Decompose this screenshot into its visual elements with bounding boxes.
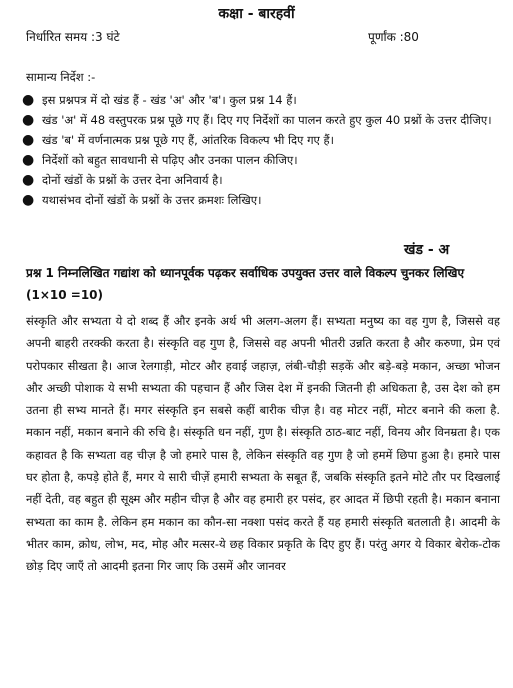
total-marks: पूर्णांक :80 <box>368 30 419 44</box>
instruction-item <box>20 170 500 190</box>
instruction-item <box>20 110 500 130</box>
instruction-text: दोनों खंडों के प्रश्नों के उत्तर देना अनिवार्य है। <box>42 173 223 187</box>
passage-text: संस्कृति और सभ्यता ये दो शब्द हैं और इनके अर्थ भी अलग-अलग हैं। सभ्यता मनुष्य का वह गुण है, जिससे वह अपनी बाहरी तरक्की करता है। संस्कृति वह गुण है, जिससे वह अपनी भीतरी उन्नति करता है और करुणा, प्रेम एवं परोपकार सीखता है। आज रेलगाड़ी, मोटर और हवाई जहाज़, लंबी-चौड़ी सड़कें और बड़े-बड़े मकान, अच्छा भोजन और अच्छी पोशाक ये सभी सभ्यता की पहचान हैं और जिस देश में इनकी जितनी ही अधिकता है, उस देश को हम उतना ही सभ्य मानते हैं। मगर संस्कृति इन सबसे कहीं बारीक चीज़ है। वह मोटर नहीं, मोटर बनाने की कला है. मकान नहीं, मकान बनाने की रुचि है। संस्कृति धन नहीं, गुण है। संस्कृति ठाठ-बाट नहीं, विनय और विनम्रता है। एक कहावत है कि सभ्यता वह चीज़ है जो हमारे पास है, लेकिन संस्कृति वह गुण है जो हममें छिपा हुआ है। हमारे पास घर होता है, कपड़े होते हैं, मगर ये सारी चीज़ें हमारी सभ्यता के सबूत हैं, जबकि संस्कृति इतने मोटे तौर पर दिखलाई नहीं देती, वह बहुत ही सूक्ष्म और महीन चीज़ है और वह हमारी हर पसंद, हर आदत में छिपी रहती है। मकान बनाना सभ्यता का काम है. लेकिन हम मकान का कौन-सा नक्शा पसंद करते हैं यह हमारी संस्कृति बतलाती है। आदमी के भीतर काम, क्रोध, लोभ, मद, मोह और मत्सर-ये छह विकार प्रकृति के दिए हुए हैं। परंतु अगर ये विकार बेरोक-टोक छोड़ दिए जाएँ तो आदमी इतना गिर जाए कि उसमें और जानवर <box>26 314 500 574</box>
time-allowed: निर्धारित समय :3 घंटे <box>26 30 120 44</box>
section-heading: खंड - अ <box>404 242 450 258</box>
instruction-item <box>20 90 500 110</box>
instructions-list <box>20 90 500 210</box>
instruction-text: खंड 'ब' में वर्णनात्मक प्रश्न पूछे गए हैं, आंतरिक विकल्प भी दिए गए हैं। <box>42 133 335 147</box>
instructions-heading: सामान्य निर्देश :- <box>26 70 96 84</box>
instruction-text: खंड 'अ' में 48 वस्तुपरक प्रश्न पूछे गए हैं। दिए गए निर्देशों का पालन करते हुए कुल 40 प्रश्नों के उत्तर दीजिए। <box>42 113 492 127</box>
instruction-item <box>20 130 500 150</box>
instruction-item <box>20 190 500 210</box>
page-title: कक्षा - बारहवीं <box>218 6 295 22</box>
bullet-icon: ● <box>22 92 35 108</box>
instruction-text: यथासंभव दोनों खंडों के प्रश्नों के उत्तर क्रमशः लिखिए। <box>42 193 262 207</box>
instruction-item <box>20 150 500 170</box>
bullet-icon: ● <box>22 152 35 168</box>
bullet-icon: ● <box>22 112 35 128</box>
instruction-text: निर्देशों को बहुत सावधानी से पढ़िए और उनका पालन कीजिए। <box>42 153 298 167</box>
question-heading: प्रश्न 1 निम्नलिखित गद्यांश को ध्यानपूर्वक पढ़कर सर्वाधिक उपयुक्त उत्तर वाले विकल्प चुनकर लिखिए (1×10 =10) <box>26 266 465 302</box>
bullet-icon: ● <box>22 132 35 148</box>
bullet-icon: ● <box>22 192 35 208</box>
instruction-text: इस प्रश्नपत्र में दो खंड हैं - खंड 'अ' और 'ब'। कुल प्रश्न 14 हैं। <box>42 93 297 107</box>
bullet-icon: ● <box>22 172 35 188</box>
